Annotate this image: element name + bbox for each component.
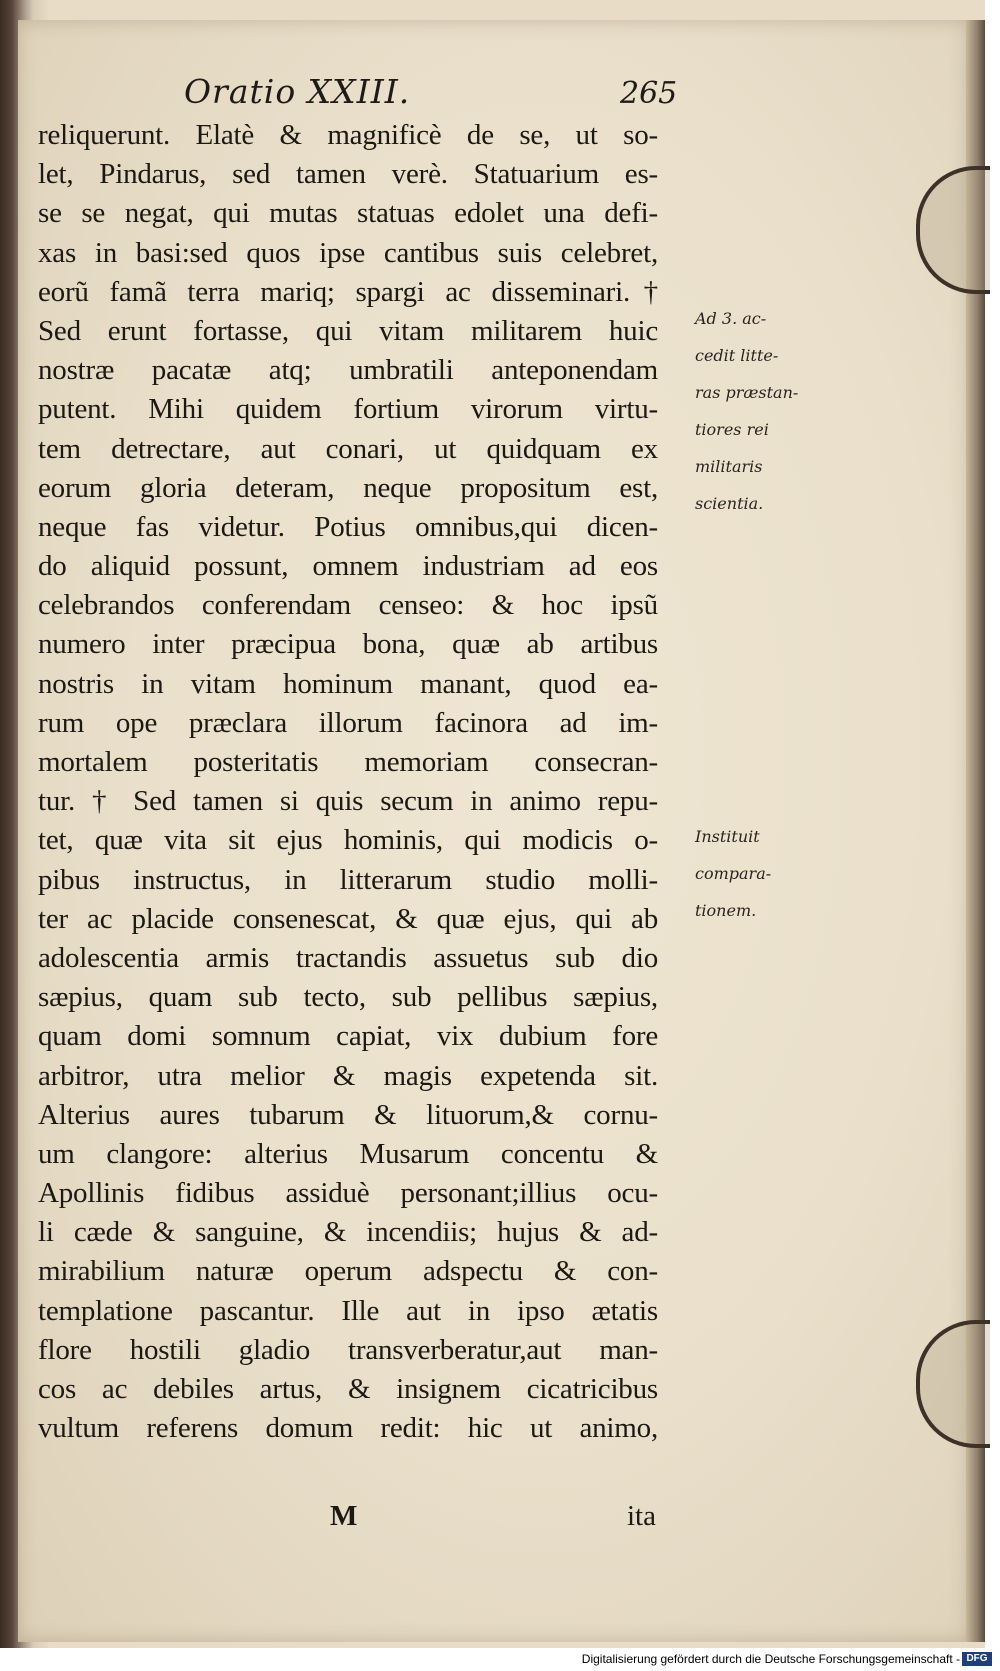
text-line: quam domi somnum capiat, vix dubium fore: [38, 1020, 658, 1053]
text-line: numero inter præcipua bona, quæ ab artibus: [38, 628, 658, 661]
marginal-note-line: tiores rei: [695, 420, 769, 439]
text-line: Alterius aures tubarum & lituorum,& cornu-: [38, 1098, 658, 1131]
text-line: celebrandos conferendam censeo: & hoc ipsũ: [38, 589, 658, 622]
text-line: nostris in vitam hominum manant, quod ea-: [38, 667, 658, 700]
marginal-note-line: Instituit: [695, 827, 760, 846]
text-line: putent. Mihi quidem fortium virorum virtu-: [38, 393, 658, 426]
text-line: templatione pascantur. Ille aut in ipso ætatis: [38, 1294, 658, 1327]
text-line: ter ac placide consenescat, & quæ ejus, qui ab: [38, 902, 658, 935]
text-line: eorum gloria deteram, neque propositum est,: [38, 471, 658, 504]
marginal-note-2: [695, 818, 825, 929]
text-line: mortalem posteritatis memoriam consecran-: [38, 746, 658, 778]
text-line: li cæde & sanguine, & incendiis; hujus & ad-: [38, 1216, 658, 1249]
text-line: sæpius, quam sub tecto, sub pellibus sæpius,: [38, 981, 658, 1014]
page-number: 265: [620, 76, 678, 111]
text-line: tur. † Sed tamen si quis secum in animo repu-: [38, 785, 658, 818]
marginal-note-line: tionem.: [695, 901, 757, 920]
marginal-note-1: [695, 300, 825, 522]
text-line: Sed erunt fortasse, qui vitam militarem huic: [38, 314, 658, 347]
text-line: Apollinis fidibus assiduè personant;illius ocu-: [38, 1177, 658, 1210]
marginal-note-line: scientia.: [695, 494, 764, 513]
text-line: pibus instructus, in litterarum studio molli-: [38, 863, 658, 896]
text-line: tem detrectare, aut conari, ut quidquam ex: [38, 432, 658, 465]
text-line: nostræ pacatæ atq; umbratili anteponendam: [38, 354, 658, 387]
text-line: adolescentia armis tractandis assuetus sub dio: [38, 941, 658, 974]
text-line: um clangore: alterius Musarum concentu &: [38, 1137, 658, 1170]
digitization-credit: Digitalisierung gefördert durch die Deutsche Forschungsgemeinschaft -: [581, 1652, 960, 1666]
body-text: [38, 116, 658, 1448]
marginal-note-line: militaris: [695, 457, 763, 476]
text-line: tet, quæ vita sit ejus hominis, qui modicis o-: [38, 824, 658, 857]
marginal-note-line: compara-: [695, 864, 772, 883]
marginal-note-line: Ad 3. ac-: [695, 309, 767, 328]
text-line: reliquerunt. Elatè & magnificè de se, ut so-: [38, 119, 658, 151]
text-line: do aliquid possunt, omnem industriam ad eos: [38, 550, 658, 583]
text-line: flore hostili gladio transverberatur,aut man-: [38, 1333, 658, 1366]
text-line: let, Pindarus, sed tamen verè. Statuarium es-: [38, 158, 658, 191]
text-line: arbitror, utra melior & magis expetenda sit.: [38, 1059, 658, 1092]
running-head: Oratio XXIII.: [184, 72, 411, 111]
text-line: mirabilium naturæ operum adspectu & con-: [38, 1255, 658, 1288]
signature-mark: M: [330, 1500, 358, 1532]
marginal-note-line: cedit litte-: [695, 346, 779, 365]
marginal-note-line: ras præstan-: [695, 383, 799, 402]
catchword: ita: [627, 1500, 656, 1532]
text-line: neque fas videtur. Potius omnibus,qui dicen-: [38, 510, 658, 543]
text-line: se se negat, qui mutas statuas edolet una defi-: [38, 197, 658, 230]
text-line: xas in basi:sed quos ipse cantibus suis celebret,: [38, 236, 658, 269]
text-line: cos ac debiles artus, & insignem cicatricibus: [38, 1373, 658, 1405]
dfg-logo: DFG: [962, 1652, 992, 1666]
text-line: rum ope præclara illorum facinora ad im-: [38, 706, 658, 739]
text-line: vultum referens domum redit: hic ut animo,: [38, 1412, 658, 1445]
text-line: eorũ famã terra mariq; spargi ac disseminari.†: [38, 275, 658, 308]
